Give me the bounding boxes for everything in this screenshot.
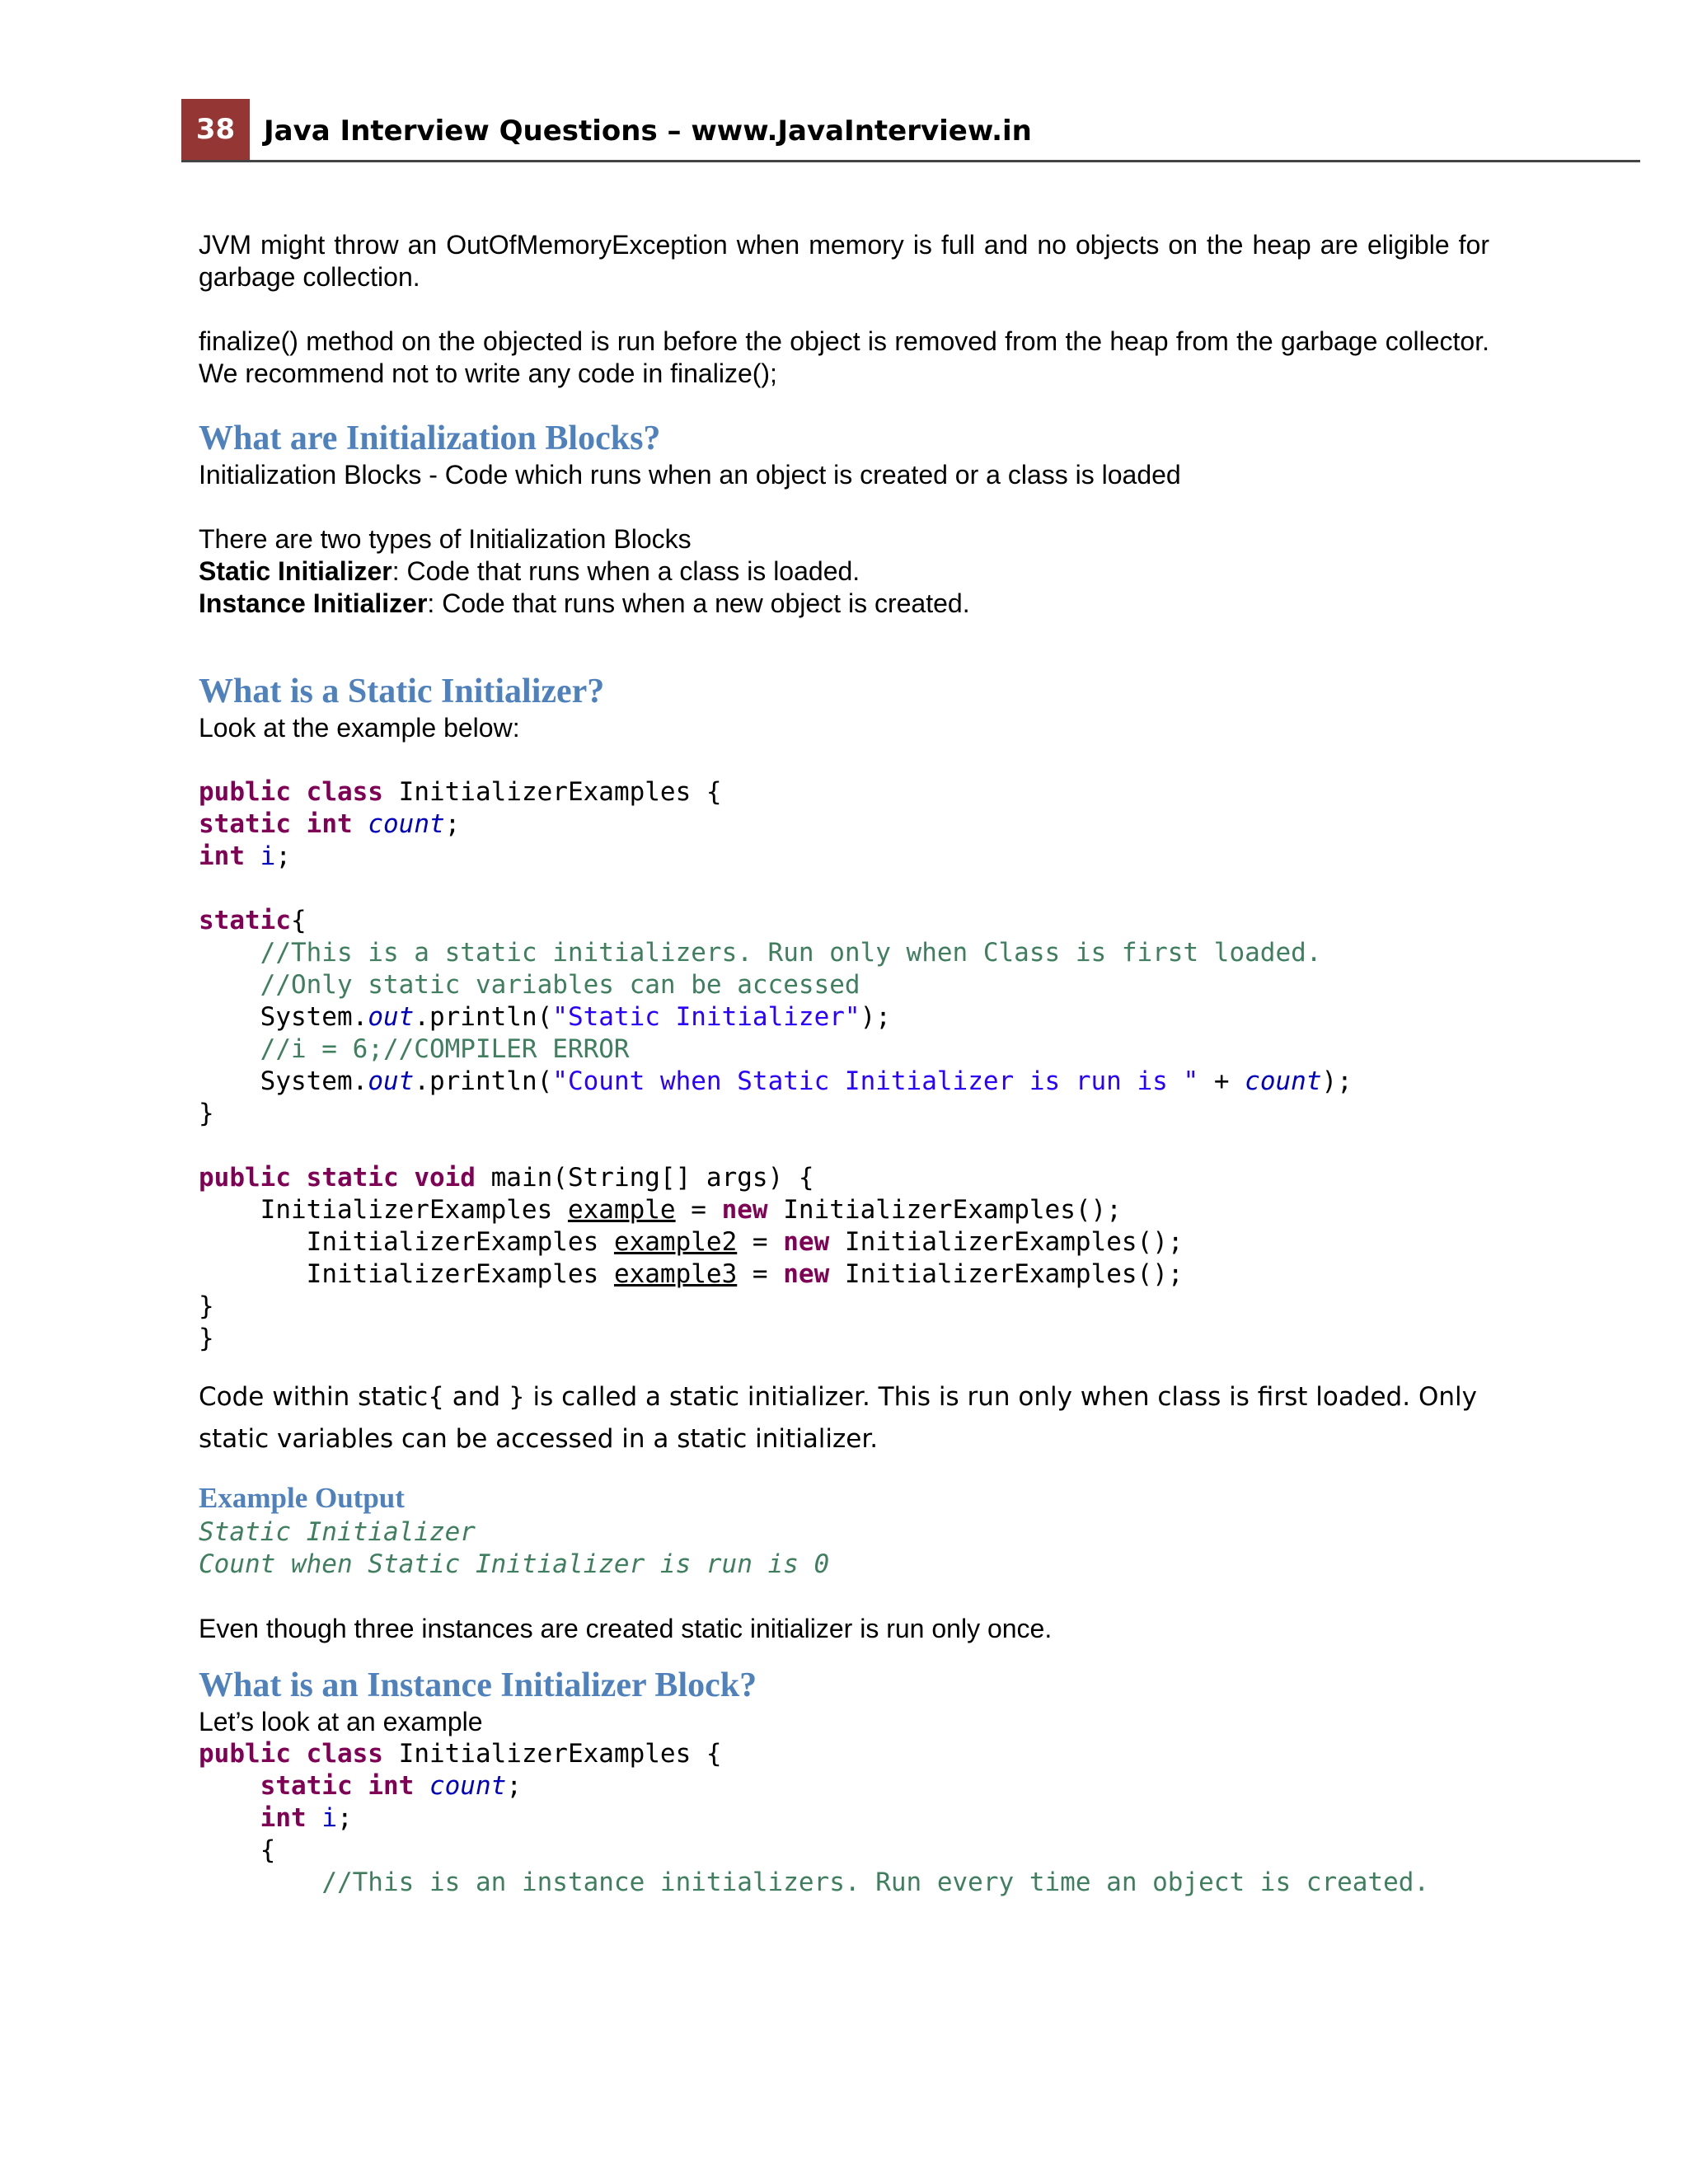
heading-static-initializer: What is a Static Initializer? xyxy=(199,673,605,710)
static-initializer-def: Static Initializer: Code that runs when a class is loaded. xyxy=(199,556,860,586)
page-header xyxy=(181,99,1640,162)
output-line: Static Initializer xyxy=(199,1517,476,1547)
output-line: Count when Static Initializer is run is 0 xyxy=(199,1549,830,1579)
instance-code-block: public class InitializerExamples { static int count; int i; { //This is an instance initializers. Run every time an object is created. xyxy=(199,1739,1430,1897)
paragraph-oom: JVM might throw an OutOfMemoryException when memory is full and no objects on the heap are eligible for garbage collection. xyxy=(199,230,1489,292)
static-code-block: public class InitializerExamples { static int count; int i; static{ //This is a static initializers. Run only when Class is first loaded. //Only static variables can be accessed System.out.println("Static Initializer"); //i = 6;//COMPILER ERROR System.out.println("Count when Static Initializer is run is " + count); } public static void main(String[] args) { InitializerExamples example = new InitializerExamples(); InitializerExamples example2 = new InitializerExamples(); InitializerExamples example3 = new InitializerExamples(); } } xyxy=(199,777,1353,1353)
heading-instance-initializer: What is an Instance Initializer Block? xyxy=(199,1666,757,1704)
header-title: Java Interview Questions – www.JavaInterview.in xyxy=(264,115,1032,148)
page-content xyxy=(199,229,1489,1899)
initialization-intro: Initialization Blocks - Code which runs when an object is created or a class is loaded xyxy=(199,460,1181,490)
page-number: 38 xyxy=(181,99,250,160)
heading-example-output: Example Output xyxy=(199,1482,405,1514)
types-intro: There are two types of Initialization Blocks xyxy=(199,524,692,554)
static-conclusion: Even though three instances are created static initializer is run only once. xyxy=(199,1614,1053,1643)
instance-initializer-def: Instance Initializer: Code that runs when a new object is created. xyxy=(199,588,970,618)
paragraph-finalize: finalize() method on the objected is run before the object is removed from the heap from the garbage collector. We recommend not to write any code in finalize(); xyxy=(199,326,1489,388)
heading-initialization-blocks: What are Initialization Blocks? xyxy=(199,419,661,457)
instance-example-intro: Let’s look at an example xyxy=(199,1707,483,1736)
static-explanation: Code within static{ and } is called a static initializer. This is run only when class is first loaded. Only static variables can be accessed in a static initializer. xyxy=(199,1382,1477,1454)
static-example-intro: Look at the example below: xyxy=(199,713,520,743)
